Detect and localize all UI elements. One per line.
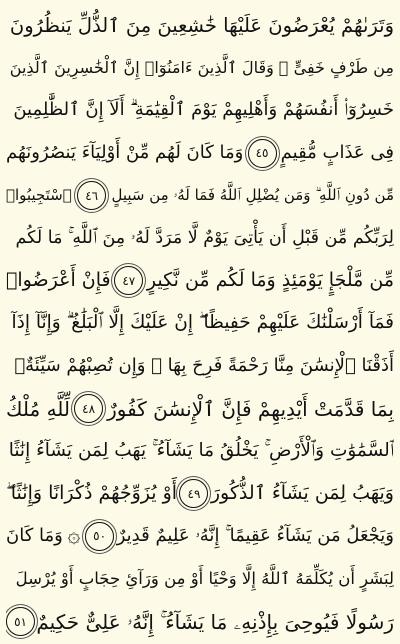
verse-text: مِن طَرْفٍ خَفِىٍّ ۗ وَقَالَ ٱلَّذِينَ ءَامَنُوٓا۟ إِنَّ ٱلْخَٰسِرِينَ ٱلَّذِينَ <box>9 57 394 77</box>
verse-line <box>6 600 394 643</box>
ayah-number-marker: ٤٨ <box>74 394 103 423</box>
verse-text: لِبَشَرٍ أَن يُكَلِّمَهُ ٱللَّهُ إِلَّا وَحْيًا أَوْ مِن وَرَآئِ حِجَابٍ أَوْ يُرْسِلَ <box>15 568 394 588</box>
verse-text: مِّن مَّلْجَإٍ يَوْمَئِذٍ وَمَا لَكُم مِّن نَّكِيرٍ <box>146 269 394 292</box>
verse-line <box>6 132 394 175</box>
verse-line <box>6 473 394 516</box>
verse-line <box>6 174 394 217</box>
verse-text: وَيَجْعَلُ مَن يَشَآءُ عَقِيمًا ۚ إِنَّهُۥ عَلِيمٌ قَدِيرٌ <box>116 525 394 547</box>
verse-text: لِرَبِّكُم مِّن قَبْلِ أَن يَأْتِىَ يَوْمٌ لَّا مَرَدَّ لَهُۥ مِنَ ٱللَّهِ ۚ مَا لَكُم <box>15 227 394 248</box>
verse-text: أَوْ يُزَوِّجُهُمْ ذُكْرَانًا وَإِنَٰثًا ۖ <box>6 482 178 505</box>
verse-line <box>6 260 394 303</box>
verse-line <box>6 345 394 388</box>
verse-text: وَمَا كَانَ <box>6 525 63 547</box>
verse-text: فَمَآ أَرْسَلْنَٰكَ عَلَيْهِمْ حَفِيظًا ۖ إِنْ عَلَيْكَ إِلَّا ٱلْبَلَٰغُ ۗ وَإِنَّآ إِذَآ <box>11 312 394 334</box>
verse-text: فَإِنْ أَعْرَضُوا۟ <box>6 269 111 292</box>
ayah-number-marker: ٥٠ <box>85 522 114 551</box>
verse-text: ٱسْتَجِيبُوا۟ <box>6 186 72 205</box>
verse-text: أَذَقْنَا ٱلْإِنسَٰنَ مِنَّا رَحْمَةً فَرِحَ بِهَا ۖ وَإِن تُصِبْهُمْ سَيِّئَةٌۢ <box>14 355 394 377</box>
ayah-number-marker: ٤٩ <box>179 479 208 508</box>
verse-line <box>6 89 394 132</box>
ayah-number-marker: ٥١ <box>6 607 35 636</box>
verse-text: لِّلَّهِ مُلْكُ <box>6 396 70 421</box>
verse-text: بِمَا قَدَّمَتْ أَيْدِيهِمْ فَإِنَّ ٱلْإِنسَٰنَ كَفُورٌ <box>107 396 394 421</box>
ayah-number-marker: ٤٦ <box>77 181 106 210</box>
verse-line <box>6 430 394 473</box>
verse-text: خَسِرُوٓا۟ أَنفُسَهُمْ وَأَهْلِيهِمْ يَوْمَ ٱلْقِيَٰمَةِ ۗ أَلَآ إِنَّ ٱلظَّٰلِمِينَ <box>13 99 394 121</box>
verse-line <box>6 47 394 90</box>
verse-line <box>6 558 394 601</box>
verse-line <box>6 4 394 47</box>
verse-line <box>6 387 394 430</box>
verse-text: وَتَرَىٰهُمْ يُعْرَضُونَ عَلَيْهَا خَٰشِعِينَ مِنَ ٱلذُّلِّ يَنظُرُونَ <box>9 13 394 37</box>
verse-text: رَسُولًا فَيُوحِىَ بِإِذْنِهِۦ مَا يَشَآءُ ۚ إِنَّهُۥ عَلِىٌّ حَكِيمٌ <box>36 609 394 634</box>
verse-text: فِى عَذَابٍ مُّقِيمٍ <box>280 142 394 164</box>
verse-text: مِّن دُونِ ٱللَّهِ ۗ وَمَن يُضْلِلِ ٱللَّهُ فَمَا لَهُۥ مِن سَبِيلٍ <box>111 186 394 205</box>
verse-text: ٱلسَّمَٰوَٰتِ وَٱلْأَرْضِ ۚ يَخْلُقُ مَا يَشَآءُ ۚ يَهَبُ لِمَن يَشَآءُ إِنَٰثًا <box>8 439 394 461</box>
verse-text: وَيَهَبُ لِمَن يَشَآءُ ٱلذُّكُورَ <box>210 482 394 505</box>
ayah-number-marker: ٤٧ <box>114 266 143 295</box>
verse-line <box>6 302 394 345</box>
verse-line <box>6 217 394 260</box>
ayah-number-marker: ٤٥ <box>248 139 277 168</box>
hizb-star-icon: ۞ <box>67 523 81 549</box>
verse-line <box>6 515 394 558</box>
verse-text: وَمَا كَانَ لَهُم مِّنْ أَوْلِيَآءَ يَنصُرُونَهُم <box>6 142 244 164</box>
